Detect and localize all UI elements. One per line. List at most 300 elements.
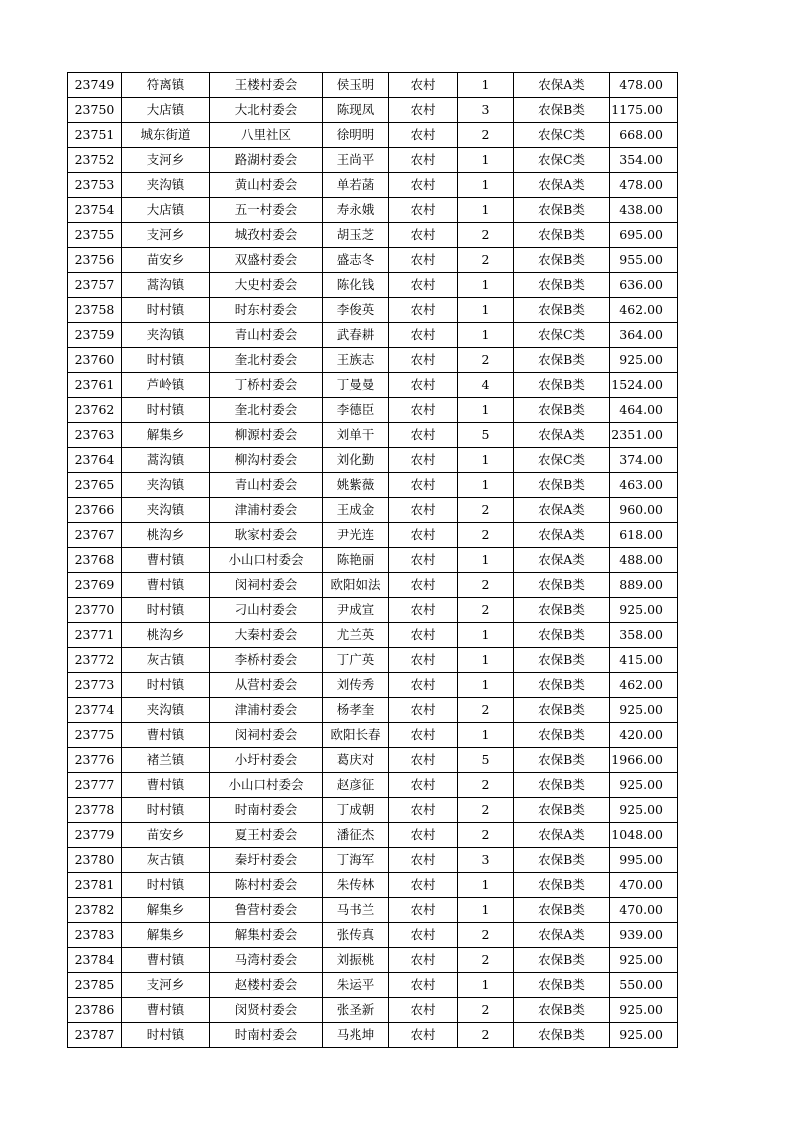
table-row — [68, 498, 678, 523]
insurance-class-cell: 农保C类 — [514, 448, 610, 473]
record-id: 23771 — [68, 623, 122, 648]
town-cell: 夹沟镇 — [122, 173, 210, 198]
village-cell: 奎北村委会 — [210, 348, 323, 373]
name-cell: 马书兰 — [323, 898, 389, 923]
amount-cell: 1175.00 — [610, 98, 678, 123]
area-type-cell: 农村 — [389, 598, 458, 623]
name-cell: 朱运平 — [323, 973, 389, 998]
amount-cell: 1048.00 — [610, 823, 678, 848]
record-id: 23767 — [68, 523, 122, 548]
record-id: 23787 — [68, 1023, 122, 1048]
table-row — [68, 73, 678, 98]
household-count-cell: 2 — [458, 498, 514, 523]
insurance-class-cell: 农保B类 — [514, 198, 610, 223]
amount-cell: 478.00 — [610, 73, 678, 98]
insurance-class-cell: 农保B类 — [514, 248, 610, 273]
amount-cell: 464.00 — [610, 398, 678, 423]
name-cell: 武春耕 — [323, 323, 389, 348]
household-count-cell: 2 — [458, 773, 514, 798]
record-id: 23785 — [68, 973, 122, 998]
record-id: 23757 — [68, 273, 122, 298]
village-cell: 闵祠村委会 — [210, 573, 323, 598]
town-cell: 曹村镇 — [122, 548, 210, 573]
insurance-class-cell: 农保B类 — [514, 373, 610, 398]
insurance-class-cell: 农保B类 — [514, 798, 610, 823]
area-type-cell: 农村 — [389, 198, 458, 223]
town-cell: 时村镇 — [122, 873, 210, 898]
village-cell: 青山村委会 — [210, 473, 323, 498]
town-cell: 褚兰镇 — [122, 748, 210, 773]
benefit-table — [67, 72, 678, 1048]
village-cell: 闵贤村委会 — [210, 998, 323, 1023]
household-count-cell: 2 — [458, 573, 514, 598]
amount-cell: 925.00 — [610, 998, 678, 1023]
household-count-cell: 2 — [458, 123, 514, 148]
area-type-cell: 农村 — [389, 448, 458, 473]
area-type-cell: 农村 — [389, 1023, 458, 1048]
insurance-class-cell: 农保C类 — [514, 323, 610, 348]
insurance-class-cell: 农保B类 — [514, 473, 610, 498]
area-type-cell: 农村 — [389, 323, 458, 348]
town-cell: 苗安乡 — [122, 823, 210, 848]
record-id: 23786 — [68, 998, 122, 1023]
name-cell: 王尚平 — [323, 148, 389, 173]
area-type-cell: 农村 — [389, 648, 458, 673]
table-row — [68, 173, 678, 198]
table-row — [68, 823, 678, 848]
insurance-class-cell: 农保B类 — [514, 398, 610, 423]
name-cell: 胡玉芝 — [323, 223, 389, 248]
area-type-cell: 农村 — [389, 923, 458, 948]
town-cell: 夹沟镇 — [122, 473, 210, 498]
area-type-cell: 农村 — [389, 548, 458, 573]
town-cell: 支河乡 — [122, 223, 210, 248]
name-cell: 欧阳如法 — [323, 573, 389, 598]
village-cell: 津浦村委会 — [210, 498, 323, 523]
insurance-class-cell: 农保B类 — [514, 698, 610, 723]
town-cell: 时村镇 — [122, 348, 210, 373]
town-cell: 支河乡 — [122, 973, 210, 998]
area-type-cell: 农村 — [389, 73, 458, 98]
area-type-cell: 农村 — [389, 998, 458, 1023]
household-count-cell: 1 — [458, 173, 514, 198]
insurance-class-cell: 农保A类 — [514, 173, 610, 198]
insurance-class-cell: 农保B类 — [514, 298, 610, 323]
village-cell: 五一村委会 — [210, 198, 323, 223]
table-row — [68, 473, 678, 498]
amount-cell: 550.00 — [610, 973, 678, 998]
name-cell: 张传真 — [323, 923, 389, 948]
name-cell: 单若菡 — [323, 173, 389, 198]
village-cell: 秦圩村委会 — [210, 848, 323, 873]
area-type-cell: 农村 — [389, 373, 458, 398]
area-type-cell: 农村 — [389, 498, 458, 523]
town-cell: 芦岭镇 — [122, 373, 210, 398]
village-cell: 路湖村委会 — [210, 148, 323, 173]
amount-cell: 925.00 — [610, 598, 678, 623]
record-id: 23755 — [68, 223, 122, 248]
household-count-cell: 5 — [458, 748, 514, 773]
town-cell: 夹沟镇 — [122, 323, 210, 348]
town-cell: 桃沟乡 — [122, 623, 210, 648]
insurance-class-cell: 农保B类 — [514, 973, 610, 998]
area-type-cell: 农村 — [389, 898, 458, 923]
town-cell: 大店镇 — [122, 198, 210, 223]
name-cell: 张圣新 — [323, 998, 389, 1023]
household-count-cell: 1 — [458, 323, 514, 348]
village-cell: 王楼村委会 — [210, 73, 323, 98]
record-id: 23769 — [68, 573, 122, 598]
household-count-cell: 1 — [458, 398, 514, 423]
household-count-cell: 3 — [458, 848, 514, 873]
town-cell: 曹村镇 — [122, 998, 210, 1023]
insurance-class-cell: 农保B类 — [514, 223, 610, 248]
record-id: 23752 — [68, 148, 122, 173]
table-row — [68, 573, 678, 598]
record-id: 23759 — [68, 323, 122, 348]
amount-cell: 478.00 — [610, 173, 678, 198]
village-cell: 时东村委会 — [210, 298, 323, 323]
village-cell: 马湾村委会 — [210, 948, 323, 973]
table-row — [68, 123, 678, 148]
insurance-class-cell: 农保A类 — [514, 523, 610, 548]
name-cell: 刘传秀 — [323, 673, 389, 698]
insurance-class-cell: 农保B类 — [514, 873, 610, 898]
area-type-cell: 农村 — [389, 973, 458, 998]
amount-cell: 995.00 — [610, 848, 678, 873]
area-type-cell: 农村 — [389, 873, 458, 898]
table-row — [68, 998, 678, 1023]
record-id: 23749 — [68, 73, 122, 98]
village-cell: 时南村委会 — [210, 798, 323, 823]
insurance-class-cell: 农保B类 — [514, 748, 610, 773]
area-type-cell: 农村 — [389, 773, 458, 798]
town-cell: 符离镇 — [122, 73, 210, 98]
table-row — [68, 973, 678, 998]
name-cell: 盛志冬 — [323, 248, 389, 273]
household-count-cell: 4 — [458, 373, 514, 398]
insurance-class-cell: 农保B类 — [514, 848, 610, 873]
household-count-cell: 1 — [458, 148, 514, 173]
town-cell: 蒿沟镇 — [122, 273, 210, 298]
household-count-cell: 1 — [458, 298, 514, 323]
town-cell: 大店镇 — [122, 98, 210, 123]
insurance-class-cell: 农保A类 — [514, 823, 610, 848]
name-cell: 赵彦征 — [323, 773, 389, 798]
table-row — [68, 548, 678, 573]
town-cell: 灰古镇 — [122, 848, 210, 873]
insurance-class-cell: 农保B类 — [514, 348, 610, 373]
town-cell: 桃沟乡 — [122, 523, 210, 548]
name-cell: 尹成宣 — [323, 598, 389, 623]
area-type-cell: 农村 — [389, 98, 458, 123]
name-cell: 王成金 — [323, 498, 389, 523]
table-row — [68, 273, 678, 298]
table-body — [68, 73, 678, 1048]
household-count-cell: 1 — [458, 623, 514, 648]
village-cell: 夏王村委会 — [210, 823, 323, 848]
area-type-cell: 农村 — [389, 248, 458, 273]
village-cell: 小山口村委会 — [210, 773, 323, 798]
village-cell: 奎北村委会 — [210, 398, 323, 423]
insurance-class-cell: 农保A类 — [514, 548, 610, 573]
record-id: 23774 — [68, 698, 122, 723]
name-cell: 侯玉明 — [323, 73, 389, 98]
name-cell: 尹光连 — [323, 523, 389, 548]
name-cell: 马兆坤 — [323, 1023, 389, 1048]
area-type-cell: 农村 — [389, 398, 458, 423]
household-count-cell: 1 — [458, 723, 514, 748]
insurance-class-cell: 农保B类 — [514, 273, 610, 298]
amount-cell: 354.00 — [610, 148, 678, 173]
household-count-cell: 1 — [458, 198, 514, 223]
amount-cell: 462.00 — [610, 298, 678, 323]
insurance-class-cell: 农保B类 — [514, 773, 610, 798]
amount-cell: 925.00 — [610, 348, 678, 373]
record-id: 23750 — [68, 98, 122, 123]
household-count-cell: 1 — [458, 448, 514, 473]
household-count-cell: 1 — [458, 898, 514, 923]
village-cell: 闵祠村委会 — [210, 723, 323, 748]
village-cell: 从营村委会 — [210, 673, 323, 698]
insurance-class-cell: 农保C类 — [514, 123, 610, 148]
town-cell: 解集乡 — [122, 898, 210, 923]
amount-cell: 470.00 — [610, 873, 678, 898]
record-id: 23772 — [68, 648, 122, 673]
household-count-cell: 2 — [458, 1023, 514, 1048]
village-cell: 津浦村委会 — [210, 698, 323, 723]
household-count-cell: 2 — [458, 348, 514, 373]
table-row — [68, 673, 678, 698]
insurance-class-cell: 农保A类 — [514, 73, 610, 98]
household-count-cell: 2 — [458, 798, 514, 823]
amount-cell: 2351.00 — [610, 423, 678, 448]
table-row — [68, 748, 678, 773]
village-cell: 李桥村委会 — [210, 648, 323, 673]
table-row — [68, 698, 678, 723]
town-cell: 苗安乡 — [122, 248, 210, 273]
village-cell: 赵楼村委会 — [210, 973, 323, 998]
amount-cell: 636.00 — [610, 273, 678, 298]
name-cell: 丁广英 — [323, 648, 389, 673]
village-cell: 丁桥村委会 — [210, 373, 323, 398]
table-row — [68, 398, 678, 423]
table-row — [68, 923, 678, 948]
record-id: 23784 — [68, 948, 122, 973]
village-cell: 刁山村委会 — [210, 598, 323, 623]
name-cell: 丁曼曼 — [323, 373, 389, 398]
amount-cell: 925.00 — [610, 798, 678, 823]
table-row — [68, 98, 678, 123]
town-cell: 夹沟镇 — [122, 498, 210, 523]
insurance-class-cell: 农保C类 — [514, 148, 610, 173]
amount-cell: 462.00 — [610, 673, 678, 698]
town-cell: 时村镇 — [122, 598, 210, 623]
household-count-cell: 1 — [458, 273, 514, 298]
insurance-class-cell: 农保A类 — [514, 498, 610, 523]
household-count-cell: 1 — [458, 73, 514, 98]
table-row — [68, 373, 678, 398]
name-cell: 王族志 — [323, 348, 389, 373]
name-cell: 李俊英 — [323, 298, 389, 323]
amount-cell: 925.00 — [610, 698, 678, 723]
area-type-cell: 农村 — [389, 698, 458, 723]
village-cell: 小圩村委会 — [210, 748, 323, 773]
amount-cell: 960.00 — [610, 498, 678, 523]
town-cell: 曹村镇 — [122, 948, 210, 973]
record-id: 23781 — [68, 873, 122, 898]
record-id: 23760 — [68, 348, 122, 373]
household-count-cell: 1 — [458, 648, 514, 673]
record-id: 23756 — [68, 248, 122, 273]
table-row — [68, 323, 678, 348]
household-count-cell: 2 — [458, 523, 514, 548]
household-count-cell: 2 — [458, 998, 514, 1023]
table-row — [68, 873, 678, 898]
record-id: 23765 — [68, 473, 122, 498]
record-id: 23753 — [68, 173, 122, 198]
village-cell: 大北村委会 — [210, 98, 323, 123]
insurance-class-cell: 农保B类 — [514, 98, 610, 123]
amount-cell: 889.00 — [610, 573, 678, 598]
area-type-cell: 农村 — [389, 723, 458, 748]
household-count-cell: 3 — [458, 98, 514, 123]
amount-cell: 955.00 — [610, 248, 678, 273]
name-cell: 徐明明 — [323, 123, 389, 148]
record-id: 23782 — [68, 898, 122, 923]
table-row — [68, 798, 678, 823]
insurance-class-cell: 农保B类 — [514, 898, 610, 923]
record-id: 23778 — [68, 798, 122, 823]
town-cell: 曹村镇 — [122, 773, 210, 798]
household-count-cell: 1 — [458, 873, 514, 898]
table-row — [68, 298, 678, 323]
area-type-cell: 农村 — [389, 673, 458, 698]
table-row — [68, 448, 678, 473]
town-cell: 支河乡 — [122, 148, 210, 173]
village-cell: 黄山村委会 — [210, 173, 323, 198]
area-type-cell: 农村 — [389, 523, 458, 548]
area-type-cell: 农村 — [389, 823, 458, 848]
table-row — [68, 723, 678, 748]
insurance-class-cell: 农保A类 — [514, 423, 610, 448]
record-id: 23770 — [68, 598, 122, 623]
amount-cell: 364.00 — [610, 323, 678, 348]
table-row — [68, 848, 678, 873]
insurance-class-cell: 农保B类 — [514, 598, 610, 623]
area-type-cell: 农村 — [389, 223, 458, 248]
amount-cell: 438.00 — [610, 198, 678, 223]
amount-cell: 925.00 — [610, 1023, 678, 1048]
record-id: 23776 — [68, 748, 122, 773]
record-id: 23758 — [68, 298, 122, 323]
village-cell: 大史村委会 — [210, 273, 323, 298]
table-row — [68, 948, 678, 973]
record-id: 23768 — [68, 548, 122, 573]
village-cell: 时南村委会 — [210, 1023, 323, 1048]
name-cell: 葛庆对 — [323, 748, 389, 773]
record-id: 23779 — [68, 823, 122, 848]
insurance-class-cell: 农保B类 — [514, 648, 610, 673]
area-type-cell: 农村 — [389, 473, 458, 498]
town-cell: 城东街道 — [122, 123, 210, 148]
name-cell: 李德臣 — [323, 398, 389, 423]
village-cell: 双盛村委会 — [210, 248, 323, 273]
insurance-class-cell: 农保B类 — [514, 673, 610, 698]
insurance-class-cell: 农保B类 — [514, 723, 610, 748]
table-row — [68, 1023, 678, 1048]
area-type-cell: 农村 — [389, 123, 458, 148]
town-cell: 时村镇 — [122, 1023, 210, 1048]
table-row — [68, 348, 678, 373]
name-cell: 朱传林 — [323, 873, 389, 898]
table-row — [68, 898, 678, 923]
name-cell: 潘征杰 — [323, 823, 389, 848]
insurance-class-cell: 农保A类 — [514, 923, 610, 948]
household-count-cell: 1 — [458, 673, 514, 698]
record-id: 23766 — [68, 498, 122, 523]
insurance-class-cell: 农保B类 — [514, 948, 610, 973]
insurance-class-cell: 农保B类 — [514, 573, 610, 598]
town-cell: 时村镇 — [122, 398, 210, 423]
town-cell: 蒿沟镇 — [122, 448, 210, 473]
record-id: 23773 — [68, 673, 122, 698]
household-count-cell: 1 — [458, 473, 514, 498]
village-cell: 耿家村委会 — [210, 523, 323, 548]
village-cell: 解集村委会 — [210, 923, 323, 948]
town-cell: 时村镇 — [122, 298, 210, 323]
household-count-cell: 1 — [458, 973, 514, 998]
town-cell: 曹村镇 — [122, 573, 210, 598]
name-cell: 杨孝奎 — [323, 698, 389, 723]
record-id: 23777 — [68, 773, 122, 798]
insurance-class-cell: 农保B类 — [514, 1023, 610, 1048]
village-cell: 城孜村委会 — [210, 223, 323, 248]
amount-cell: 1966.00 — [610, 748, 678, 773]
amount-cell: 925.00 — [610, 948, 678, 973]
amount-cell: 420.00 — [610, 723, 678, 748]
area-type-cell: 农村 — [389, 173, 458, 198]
area-type-cell: 农村 — [389, 848, 458, 873]
name-cell: 陈现凤 — [323, 98, 389, 123]
village-cell: 柳源村委会 — [210, 423, 323, 448]
area-type-cell: 农村 — [389, 748, 458, 773]
table-row — [68, 148, 678, 173]
household-count-cell: 2 — [458, 598, 514, 623]
household-count-cell: 2 — [458, 823, 514, 848]
name-cell: 刘单干 — [323, 423, 389, 448]
record-id: 23780 — [68, 848, 122, 873]
town-cell: 灰古镇 — [122, 648, 210, 673]
household-count-cell: 2 — [458, 248, 514, 273]
name-cell: 陈艳丽 — [323, 548, 389, 573]
table-row — [68, 648, 678, 673]
table-row — [68, 523, 678, 548]
amount-cell: 925.00 — [610, 773, 678, 798]
table-row — [68, 248, 678, 273]
amount-cell: 358.00 — [610, 623, 678, 648]
name-cell: 寿永娥 — [323, 198, 389, 223]
area-type-cell: 农村 — [389, 623, 458, 648]
name-cell: 刘化勤 — [323, 448, 389, 473]
area-type-cell: 农村 — [389, 273, 458, 298]
name-cell: 欧阳长春 — [323, 723, 389, 748]
table-row — [68, 223, 678, 248]
household-count-cell: 2 — [458, 223, 514, 248]
record-id: 23764 — [68, 448, 122, 473]
area-type-cell: 农村 — [389, 148, 458, 173]
area-type-cell: 农村 — [389, 948, 458, 973]
